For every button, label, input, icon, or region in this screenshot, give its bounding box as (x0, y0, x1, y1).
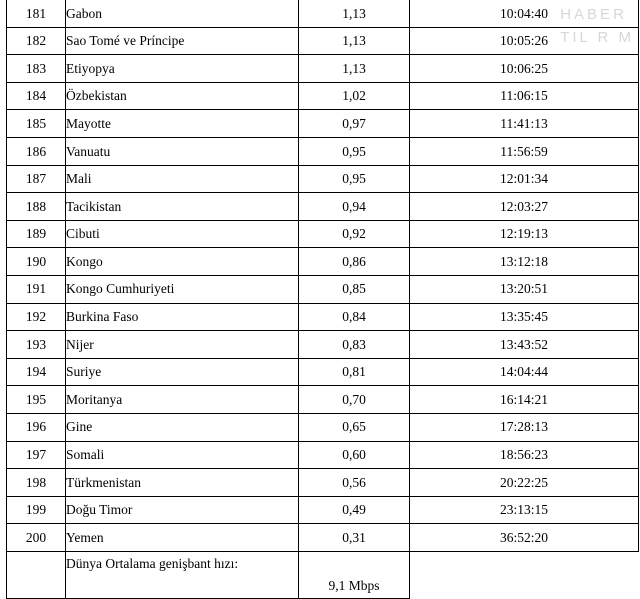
cell-speed: 0,83 (299, 331, 410, 359)
cell-speed: 1,13 (299, 0, 410, 27)
cell-speed: 0,94 (299, 193, 410, 221)
cell-rank (7, 551, 66, 598)
cell-country: Cibuti (66, 220, 299, 248)
table-row (7, 496, 639, 524)
cell-rank: 187 (7, 165, 66, 193)
watermark-line-2: TIL R M (560, 29, 634, 47)
table-row (7, 524, 639, 552)
table-row (7, 0, 639, 27)
cell-time: 11:06:15 (410, 82, 639, 110)
cell-rank: 192 (7, 303, 66, 331)
cell-country: Somali (66, 441, 299, 469)
cell-country: Mali (66, 165, 299, 193)
cell-time: 36:52:20 (410, 524, 639, 552)
cell-country: Moritanya (66, 386, 299, 414)
cell-country: Doğu Timor (66, 496, 299, 524)
cell-time: 10:05:26 (410, 27, 639, 55)
cell-summary-speed: 9,1 Mbps (299, 551, 410, 598)
cell-rank: 195 (7, 386, 66, 414)
cell-country: Yemen (66, 524, 299, 552)
cell-time: 12:19:13 (410, 220, 639, 248)
cell-country: Suriye (66, 358, 299, 386)
cell-speed: 0,49 (299, 496, 410, 524)
cell-country: Özbekistan (66, 82, 299, 110)
cell-time: 17:28:13 (410, 413, 639, 441)
table-summary-row (7, 551, 639, 598)
table-row (7, 55, 639, 83)
cell-country: Vanuatu (66, 137, 299, 165)
cell-speed: 1,13 (299, 27, 410, 55)
cell-speed: 0,85 (299, 275, 410, 303)
table-row (7, 165, 639, 193)
cell-rank: 182 (7, 27, 66, 55)
cell-speed: 1,02 (299, 82, 410, 110)
cell-time: 13:43:52 (410, 331, 639, 359)
cell-country: Kongo (66, 248, 299, 276)
cell-country: Burkina Faso (66, 303, 299, 331)
cell-speed: 0,92 (299, 220, 410, 248)
cell-speed: 0,95 (299, 165, 410, 193)
cell-rank: 199 (7, 496, 66, 524)
cell-speed: 0,97 (299, 110, 410, 138)
table-row (7, 110, 639, 138)
cell-speed: 0,81 (299, 358, 410, 386)
table-row (7, 469, 639, 497)
table-row (7, 193, 639, 221)
cell-time: 23:13:15 (410, 496, 639, 524)
cell-country: Etiyopya (66, 55, 299, 83)
table-row (7, 331, 639, 359)
cell-country: Mayotte (66, 110, 299, 138)
cell-time: 13:35:45 (410, 303, 639, 331)
cell-rank: 197 (7, 441, 66, 469)
cell-time: 20:22:25 (410, 469, 639, 497)
cell-time: 13:20:51 (410, 275, 639, 303)
table-row (7, 137, 639, 165)
cell-time: 13:12:18 (410, 248, 639, 276)
cell-summary-label: Dünya Ortalama genişbant hızı: (66, 551, 299, 598)
cell-country: Gine (66, 413, 299, 441)
table-row (7, 220, 639, 248)
cell-time: 10:04:40 (410, 0, 639, 27)
cell-time: 12:03:27 (410, 193, 639, 221)
cell-rank: 200 (7, 524, 66, 552)
cell-speed: 0,56 (299, 469, 410, 497)
cell-rank: 181 (7, 0, 66, 27)
table-row (7, 275, 639, 303)
table-row (7, 248, 639, 276)
cell-country: Tacikistan (66, 193, 299, 221)
cell-rank: 186 (7, 137, 66, 165)
table-body (7, 0, 639, 598)
cell-rank: 184 (7, 82, 66, 110)
cell-speed: 0,86 (299, 248, 410, 276)
table-row (7, 82, 639, 110)
cell-speed: 0,70 (299, 386, 410, 414)
cell-rank: 183 (7, 55, 66, 83)
broadband-speed-table (6, 0, 639, 599)
cell-country: Kongo Cumhuriyeti (66, 275, 299, 303)
cell-country: Sao Tomé ve Príncipe (66, 27, 299, 55)
cell-summary-empty (410, 551, 639, 598)
cell-speed: 1,13 (299, 55, 410, 83)
table-row (7, 27, 639, 55)
cell-time: 11:41:13 (410, 110, 639, 138)
cell-rank: 190 (7, 248, 66, 276)
cell-rank: 185 (7, 110, 66, 138)
cell-time: 11:56:59 (410, 137, 639, 165)
cell-time: 18:56:23 (410, 441, 639, 469)
cell-rank: 198 (7, 469, 66, 497)
cell-country: Gabon (66, 0, 299, 27)
cell-speed: 0,84 (299, 303, 410, 331)
cell-time: 14:04:44 (410, 358, 639, 386)
table-row (7, 358, 639, 386)
cell-country: Türkmenistan (66, 469, 299, 497)
cell-speed: 0,60 (299, 441, 410, 469)
cell-rank: 193 (7, 331, 66, 359)
table-row (7, 413, 639, 441)
cell-rank: 191 (7, 275, 66, 303)
cell-rank: 196 (7, 413, 66, 441)
cell-speed: 0,31 (299, 524, 410, 552)
cell-rank: 188 (7, 193, 66, 221)
cell-speed: 0,95 (299, 137, 410, 165)
cell-time: 12:01:34 (410, 165, 639, 193)
cell-rank: 194 (7, 358, 66, 386)
table-row (7, 303, 639, 331)
cell-time: 16:14:21 (410, 386, 639, 414)
cell-rank: 189 (7, 220, 66, 248)
table-row (7, 441, 639, 469)
cell-speed: 0,65 (299, 413, 410, 441)
table-row (7, 386, 639, 414)
watermark-line-1: HABER (560, 6, 627, 23)
cell-country: Nijer (66, 331, 299, 359)
cell-time: 10:06:25 (410, 55, 639, 83)
